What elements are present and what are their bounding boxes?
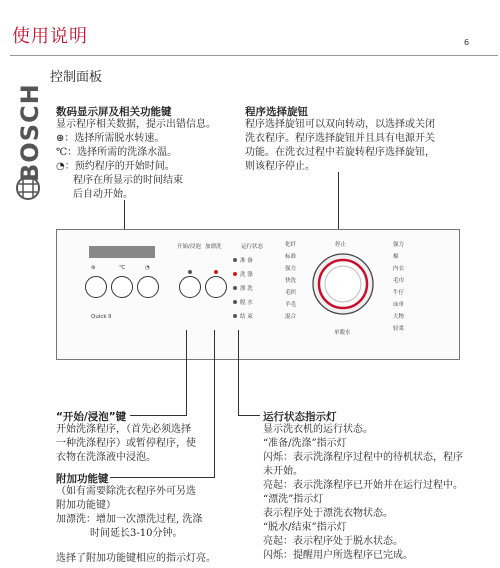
program-knob-text-4: 则该程序停止。 [245,161,315,172]
program-right-3: 牛仔 [393,290,405,296]
program-right-5: 大物 [393,314,405,320]
timer-icon: ◔ [145,265,150,271]
status-text-3: 闪烁：表示洗涤程序过程中的待机状态，程序 [263,452,463,463]
extra-text-2: 附加功能键） [56,500,116,511]
extra-led [214,270,218,274]
program-right-6: 轻柔 [393,326,405,332]
temp-icon: ℃ [119,265,126,271]
knob-stop-label: 停止 [335,242,347,248]
status-led-end [233,314,237,318]
extra-text-3: 加漂洗：增加一次漂洗过程, 洗涤 [56,514,203,525]
program-left-0: 化纤 [285,242,297,248]
page-title: 使用说明 [12,26,88,47]
program-knob-text-2: 洗衣程序。程序选择旋钮并且具有电源开关 [245,133,435,144]
timer-icon: ◔ [56,161,65,172]
timer-line-2: 程序在所显示的时间结束 [73,175,183,186]
status-heading: 运行状态指示灯 [263,411,337,423]
digital-display [89,246,155,258]
status-text-8: “脱水/结束”指示灯 [263,522,347,533]
knob-bottom-label: 单脱水 [334,330,351,336]
spin-icon: ⊛ [56,133,65,144]
bosch-logo [8,70,48,270]
program-left-3: 快洗 [285,278,297,284]
status-text-9: 亮起：表示程序处于脱水状态。 [263,536,403,547]
panel-brand: Quick II [91,314,112,320]
status-ready: 准 备 [240,258,253,264]
display-heading: 数码显示屏及相关功能键 [56,106,172,118]
extra-heading: 附加功能键 [56,473,109,485]
temperature-button[interactable] [111,276,133,298]
program-knob-text-3: 功能。在洗衣过程中若旋转程序选择旋钮， [245,147,435,158]
page-number: 6 [464,38,470,47]
timer-line-3: 后自动开始。 [73,189,133,200]
status-led-rinse [233,286,237,290]
status-label: 运行状态 [241,244,264,250]
program-left-5: 羊毛 [285,302,297,308]
program-right-0: 棉 [393,254,399,260]
status-wash: 洗 涤 [240,272,253,278]
program-knob-text-1: 程序选择旋钮可以双向转动，以选择或关闭 [245,119,435,130]
callout-hline-start [130,415,187,416]
section-title: 控制面板 [50,70,103,85]
extra-text-1: （如有需要除洗衣程序外可另选 [56,486,196,497]
spin-icon: ⊛ [91,265,96,271]
callout-line-extra [214,330,215,478]
status-spin: 脱 水 [240,300,253,306]
program-left-2: 强力 [285,266,297,272]
header-divider [10,55,498,56]
start-text-2: 一种洗涤程序）或暂停程序，使 [56,438,196,449]
extra-rinse-button[interactable] [205,276,227,298]
status-text-6: “漂洗”指示灯 [263,494,324,505]
timer-line: ◔：预约程序的开始时间。 [56,161,175,172]
callout-hline-status [238,415,260,416]
extra-text-6: 选择了附加功能键相应的指示灯亮。 [56,553,216,564]
program-left-6: 混合 [285,314,297,320]
start-text-3: 衣物在洗涤液中浸泡。 [56,452,156,463]
program-right-1: 内衣 [393,266,405,272]
program-right-4: 床单 [393,302,405,308]
control-panel [56,229,460,360]
status-text-4: 未开始。 [263,466,303,477]
status-text-10: 闪烁：提醒用户所选程序已完成。 [263,550,413,561]
status-rinse: 漂 洗 [240,286,253,292]
program-right-2: 毛巾 [393,278,405,284]
extra-label: 加漂洗 [205,244,222,250]
status-led-ready [233,258,237,262]
status-text-1: 显示洗衣机的运行状态。 [263,424,373,435]
display-text-1: 显示程序相关数据，提示出错信息。 [56,119,216,130]
start-text-1: 开始洗涤程序，（首先必须选择 [56,424,191,435]
temp-line: ℃：选择所需的洗涤水温。 [56,147,178,158]
program-knob-heading: 程序选择旋钮 [245,106,308,118]
start-led [188,270,192,274]
timer-button[interactable] [137,276,159,298]
start-pause-button[interactable] [179,276,201,298]
program-left-1: 标准 [285,254,297,260]
start-label: 开始/浸泡 [177,244,201,250]
status-led-wash [233,272,237,276]
callout-line-knob [338,172,339,232]
status-text-2: “准备/洗涤”指示灯 [263,438,347,449]
status-text-5: 亮起：表示洗涤程序已开始并在运行过程中。 [263,480,463,491]
callout-line-status [238,330,239,416]
svg-text:BOSCH: BOSCH [16,83,44,182]
status-end: 结 束 [240,314,253,320]
status-text-7: 表示程序处于漂洗衣物状态。 [263,508,393,519]
program-top-right: 强力 [393,242,405,248]
callout-line-start [186,330,187,416]
program-left-4: 毛织 [285,290,297,296]
program-knob[interactable] [311,252,375,320]
spin-button[interactable] [85,276,107,298]
extra-text-4: 时间延长3-10分钟。 [90,528,183,539]
start-heading: “开始/浸泡”键 [56,411,127,423]
status-led-spin [233,300,237,304]
spin-line: ⊛：选择所需脱水转速。 [56,133,165,144]
callout-hline-extra [110,477,215,478]
